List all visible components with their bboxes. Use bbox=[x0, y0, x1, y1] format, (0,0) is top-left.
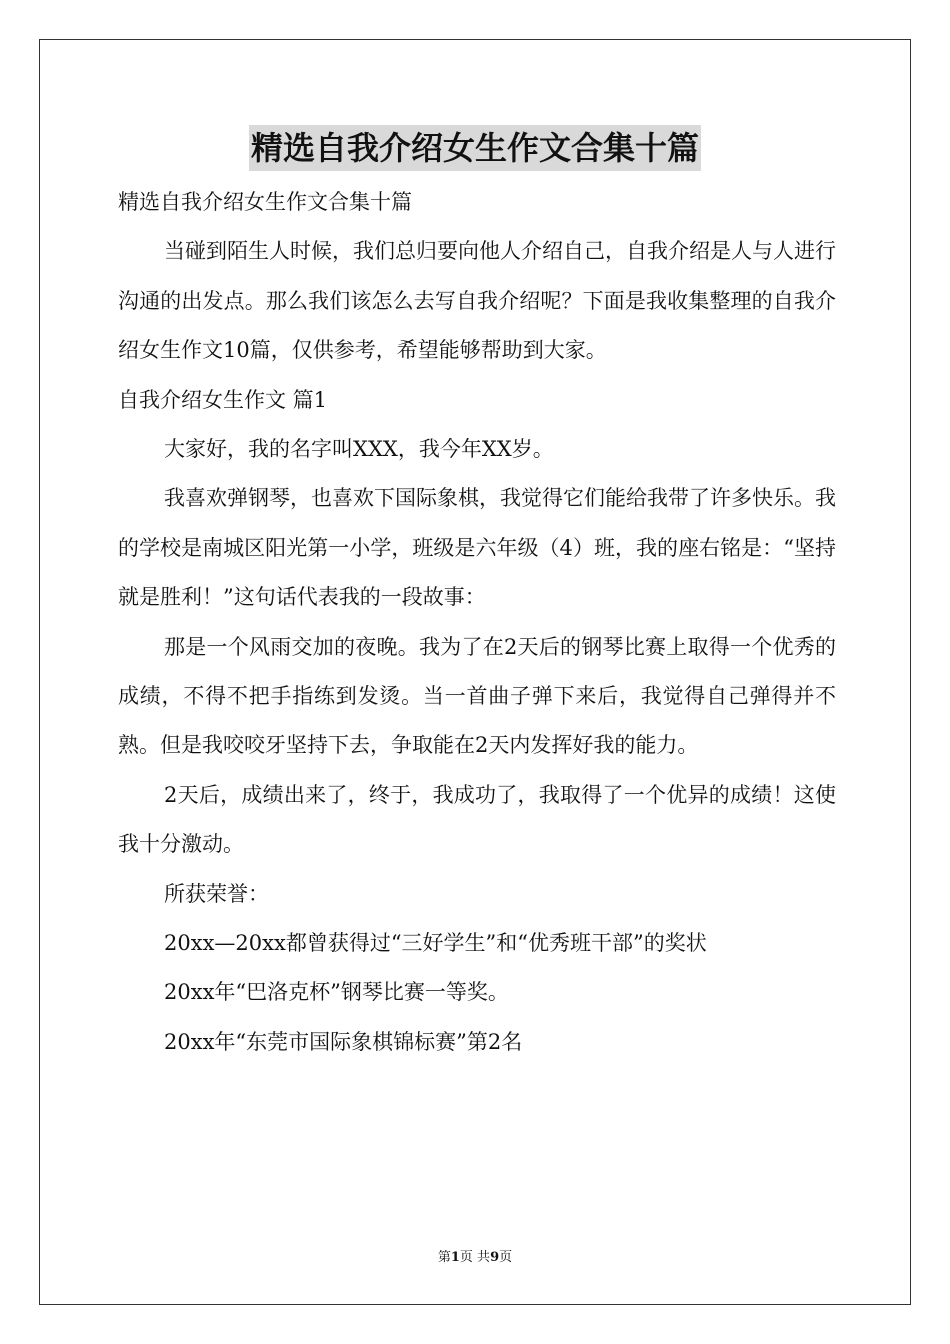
footer-prefix: 第 bbox=[437, 1250, 451, 1265]
footer-mid: 页 共 bbox=[459, 1250, 491, 1265]
paragraph-1: 大家好，我的名字叫XXX，我今年XX岁。 bbox=[164, 437, 554, 461]
intro-paragraph: 当碰到陌生人时候，我们总归要向他人介绍自己，自我介绍是人与人进行沟通的出发点。那么我们该怎么去写自我介绍呢？下面是我收集整理的自我介绍女生作文10篇，仅供参考，希望能够帮助到大家。 bbox=[118, 239, 836, 363]
document-title: 精选自我介绍女生作文合集十篇 bbox=[249, 125, 701, 171]
document-subtitle: 精选自我介绍女生作文合集十篇 bbox=[118, 190, 412, 214]
page-footer bbox=[0, 1246, 950, 1265]
section-heading: 自我介绍女生作文 篇1 bbox=[118, 387, 328, 412]
footer-suffix: 页 bbox=[499, 1250, 513, 1265]
honor-item-2: 20xx年“巴洛克杯”钢琴比赛一等奖。 bbox=[164, 980, 509, 1005]
document-body bbox=[118, 178, 836, 1067]
paragraph-2: 我喜欢弹钢琴，也喜欢下国际象棋，我觉得它们能给我带了许多快乐。我的学校是南城区阳光第一小学，班级是六年级（4）班，我的座右铭是：“坚持就是胜利！”这句话代表我的一段故事： bbox=[118, 486, 836, 610]
footer-current-page: 1 bbox=[450, 1250, 460, 1265]
footer-total-pages: 9 bbox=[490, 1250, 500, 1265]
honor-item-3: 20xx年“东莞市国际象棋锦标赛”第2名 bbox=[164, 1029, 523, 1054]
honor-item-1: 20xx—20xx都曾获得过“三好学生”和“优秀班干部”的奖状 bbox=[164, 931, 707, 956]
title-wrap bbox=[0, 125, 950, 171]
honors-label: 所获荣誉： bbox=[164, 881, 269, 906]
paragraph-3: 那是一个风雨交加的夜晚。我为了在2天后的钢琴比赛上取得一个优秀的成绩，不得不把手指练到发烫。当一首曲子弹下来后，我觉得自己弹得并不熟。但是我咬咬牙坚持下去，争取能在2天内发挥好我的能力。 bbox=[118, 634, 836, 758]
paragraph-4: 2天后，成绩出来了，终于，我成功了，我取得了一个优异的成绩！这使我十分激动。 bbox=[118, 782, 836, 857]
